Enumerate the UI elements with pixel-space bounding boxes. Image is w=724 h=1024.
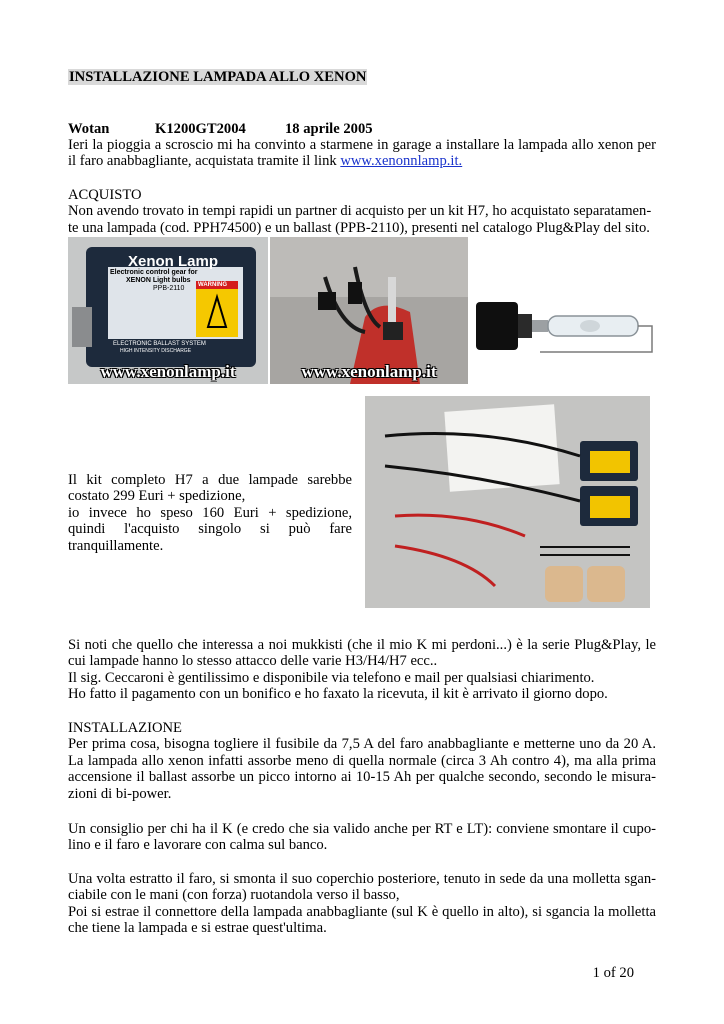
plug-play-text-1: Si noti che quello che interessa a noi mukkisti (che il mio K mi perdoni...) è la serie Plug&Play, le cui lampade hanno lo stesso attacco delle varie H3/H4/H7 ecc.. <box>68 637 656 670</box>
ballast-label-2: XENON Light bulbs <box>126 277 191 284</box>
kit-price-line-2: io invece ho speso 160 Euri + spedizione, quindi l'acquisto singolo si può fare tranquillamente. <box>68 504 352 554</box>
xenon-bulb-illustration <box>470 270 658 382</box>
plug-play-paragraph <box>68 637 656 703</box>
consiglio-text: Un consiglio per chi ha il K (e credo che sia valido anche per RT e LT): conviene smontare il cupo-lino e il faro e lavorare con calma sul banco. <box>68 821 656 854</box>
document-title: INSTALLAZIONE LAMPADA ALLO XENON <box>69 69 367 85</box>
estrazione-text-2: Poi si estrae il connettore della lampada anabbagliante (sul K è quello in alto), si sgancia la molletta che tiene la lampada e si estrae quest'ultima. <box>68 903 656 937</box>
acquisto-section <box>68 187 656 236</box>
installazione-text-1: Per prima cosa, bisogna togliere il fusibile da 7,5 A del faro anabbagliante e metterne uno da 20 A. La lampada allo xenon infatti assorbe meno di quella normale (circa 3 Ah contro 4), ma alla prima accensione il ballast assorbe un picco intorno ai 10-15 Ah per qualche secondo, secondo le misura-zioni di bi-power. <box>68 736 656 802</box>
full-kit-illustration <box>365 396 650 608</box>
consiglio-paragraph <box>68 821 656 854</box>
bulb-hand-photo <box>270 237 468 384</box>
kit-price-line-1: Il kit completo H7 a due lampade sarebbe costato 299 Euri + spedizione, <box>68 472 352 505</box>
ballast-footer-1: ELECTRONIC BALLAST SYSTEM <box>113 341 206 347</box>
plug-play-text-3: Ho fatto il pagamento con un bonifico e ho faxato la ricevuta, il kit è arrivato il giorno dopo. <box>68 686 608 703</box>
installazione-section <box>68 720 656 802</box>
intro-text: Ieri la pioggia a scroscio mi ha convinto a starmene in garage a installare la lampada allo xenon per il faro anabbagliante, acquistata tramite il link <box>68 137 656 170</box>
date: 18 aprile 2005 <box>285 121 373 137</box>
full-kit-photo <box>365 396 650 608</box>
bulb-hand-watermark: www.xenonlamp.it <box>301 361 437 381</box>
ballast-logo: Xenon Lamp <box>128 253 219 270</box>
kit-price-text <box>68 472 352 554</box>
ballast-model: PPB-2110 <box>153 285 185 292</box>
intro-paragraph <box>68 137 656 170</box>
acquisto-line-2: te una lampada (cod. PPH74500) e un ballast (PPB-2110), presenti nel catalogo Plug&Play del sito. <box>68 219 650 236</box>
xenon-bulb-photo <box>470 270 658 382</box>
ballast-warning: WARNING <box>198 282 227 288</box>
ballast-label-1: Electronic control gear for <box>110 269 198 276</box>
estrazione-text-1: Una volta estratto il faro, si smonta il suo coperchio posteriore, tenuto in sede da una molletta sgan-ciabile con le mani (con forza) ruotandola verso il basso, <box>68 871 656 904</box>
xenon-link[interactable]: www.xenonnlamp.it. <box>340 153 463 170</box>
author: Wotan <box>68 121 110 137</box>
plug-play-text-2: Il sig. Ceccaroni è gentilissimo e disponibile via telefono e mail per qualsiasi chiarimento. <box>68 669 595 686</box>
acquisto-line-1: Non avendo trovato in tempi rapidi un partner di acquisto per un kit H7, ho acquistato separatamen- <box>68 203 652 220</box>
model: K1200GT2004 <box>155 121 246 137</box>
ballast-footer-2: HIGH INTENSITY DISCHARGE <box>120 348 192 354</box>
page-number: 1 of 20 <box>592 965 634 981</box>
ballast-photo <box>68 237 268 384</box>
installazione-heading: INSTALLAZIONE <box>68 720 182 736</box>
estrazione-paragraph <box>68 871 656 937</box>
ballast-watermark: www.xenonlamp.it <box>100 361 236 381</box>
acquisto-heading: ACQUISTO <box>68 187 142 203</box>
